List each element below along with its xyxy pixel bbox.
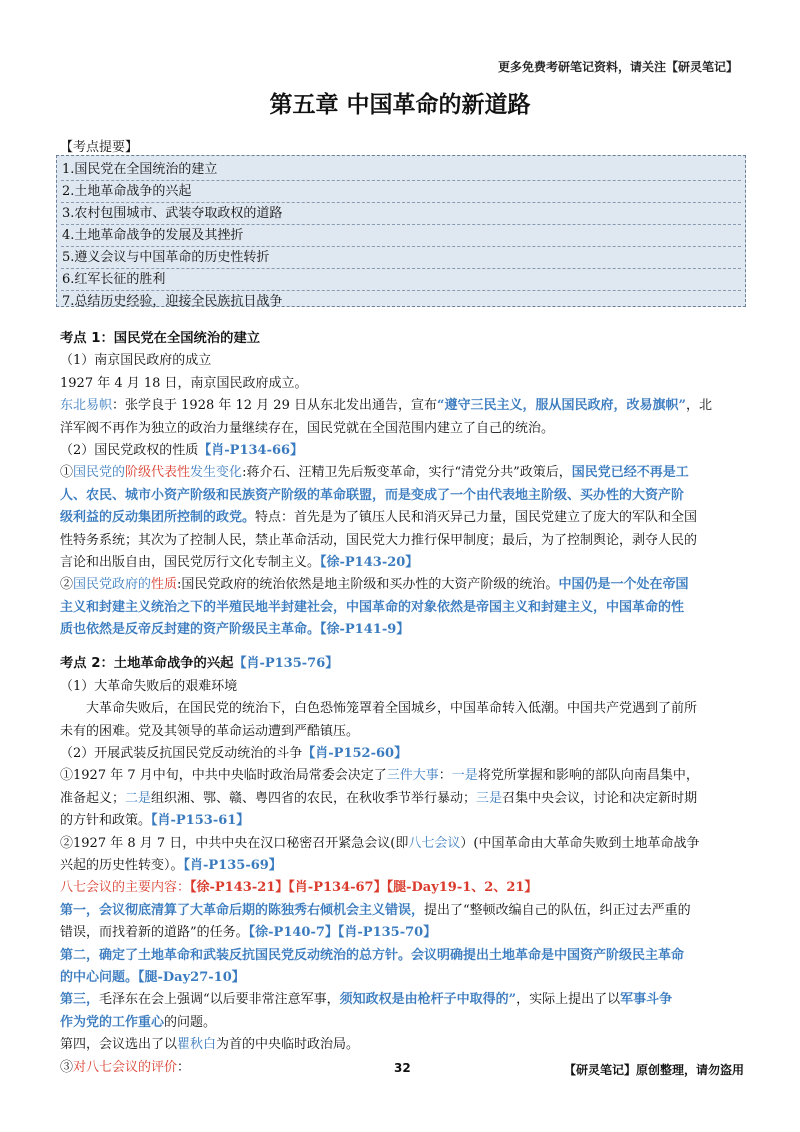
highlight: 第二，确定了土地革命和武装反抗国民党反动统治的总方针。会议明确提出土地革命是中国资产阶级民主革命 — [60, 947, 685, 963]
text: 特点：首先是为了镇压人民和消灭异己力量，国民党建立了庞大的军队和全国 — [255, 510, 698, 526]
key-term: 八七会议的主要内容： — [60, 880, 191, 896]
paragraph — [60, 765, 748, 787]
highlight: 人、农民、城市小资产阶级和民族资产阶级的革命联盟，而是变成了一个由代表地主阶级、买办性的大资产阶 — [60, 487, 685, 503]
highlight: 的中心问题。 — [60, 969, 139, 985]
text: ①1927 年 7 月中旬，中共中央临时政治局常委会决定了 — [60, 768, 387, 784]
text: 准备起义； — [60, 790, 126, 806]
text: 为首的中央临时政治局。 — [216, 1037, 360, 1053]
paragraph — [60, 855, 748, 877]
main-content — [60, 328, 748, 1079]
text: （2）国民党政权的性质 — [60, 442, 199, 458]
text: ，北 — [685, 398, 712, 414]
page-number: 32 — [394, 1061, 411, 1075]
text: 组织湘、鄂、赣、粤四省的农民，在秋收季节举行暴动； — [151, 790, 477, 806]
text: 毛泽东在会上强调“以后要非常注意军事， — [99, 992, 340, 1008]
summary-item: 2.土地革命战争的兴起 — [61, 181, 741, 203]
term-label: 国民党政府的 — [73, 577, 152, 593]
summary-box — [56, 155, 746, 307]
paragraph — [60, 507, 748, 529]
key-term: 阶级代表性 — [125, 465, 191, 481]
subsection-title — [60, 440, 748, 462]
summary-item: 5.遵义会议与中国革命的历史性转折 — [61, 247, 741, 269]
subsection-title: （1）南京国民政府的成立 — [60, 353, 212, 369]
subsection-title — [60, 743, 748, 765]
paragraph — [60, 574, 748, 596]
text: :国民党政府的统治依然是地主阶级和买办性的大资产阶级的统治。 — [177, 577, 559, 593]
term-label: 发生变化 — [190, 465, 243, 481]
quote-highlight: “遵守三民主义，服从国民政府，改易旗帜” — [436, 398, 686, 414]
paragraph — [60, 1012, 748, 1034]
reference-tag: 【徐-P141-9】 — [320, 622, 410, 638]
paragraph — [60, 833, 748, 855]
summary-item: 6.红军长征的胜利 — [61, 269, 741, 291]
reference-tag: 【徐-P143-21】【肖-P134-67】【腿-Day19-1、2、21】 — [190, 880, 538, 896]
paragraph — [60, 900, 748, 922]
highlight: 级利益的反动集团所控制的政党。 — [60, 510, 256, 526]
text: ②1927 年 8 月 7 日，中共中央在汉口秘密召开紧急会议(即 — [60, 835, 409, 851]
highlight: 中国仍是一个处在帝国 — [558, 577, 689, 593]
highlight: 主义和封建主义统治之下的半殖民地半封建社会，中国革命的对象依然是帝国主义和封建主义，中国革命的性 — [60, 599, 685, 615]
reference-tag: 【肖-P135-76】 — [233, 656, 339, 672]
highlight: 作为党的工作重心 — [60, 1014, 165, 1030]
term-label: 东北易帜 — [60, 398, 113, 414]
header-note: 更多免费考研笔记资料，请关注【研灵笔记】 — [497, 60, 738, 74]
key-term: 三件大事 — [386, 768, 439, 784]
key-term: 性质 — [151, 577, 178, 593]
text: :蒋介石、汪精卫先后叛变革命，实行“清党分共”政策后， — [242, 465, 572, 481]
subsection-title: （1）大革命失败后的艰难环境 — [60, 678, 238, 694]
chapter-title: 第五章 中国革命的新道路 — [269, 91, 531, 118]
text: ：张学良于 1928 年 12 月 29 日从东北发出通告，宣布 — [112, 398, 437, 414]
paragraph — [60, 989, 748, 1011]
text: ① — [60, 465, 74, 481]
highlight: 军事斗争 — [620, 992, 673, 1008]
summary-item: 7.总结历史经验，迎接全民族抗日战争 — [62, 294, 283, 309]
term-label: 国民党的 — [73, 465, 126, 481]
key-term: 对八七会议的评价 — [73, 1059, 178, 1075]
reference-tag: 【徐-P140-7】【肖-P135-70】 — [248, 925, 437, 941]
reference-tag: 【腿-Day27-10】 — [138, 969, 245, 985]
key-term: 瞿秋白 — [177, 1037, 217, 1053]
reference-tag: 【肖-P153-61】 — [151, 813, 250, 829]
reference-tag: 【肖-P135-69】 — [183, 857, 282, 873]
paragraph — [60, 395, 748, 417]
text: ③ — [60, 1059, 74, 1075]
paragraph — [60, 552, 748, 574]
paragraph — [60, 922, 748, 944]
text: ： — [177, 1059, 191, 1075]
highlight: 须知政权是由枪杆子中取得的” — [339, 992, 517, 1008]
paragraph: 未有的困难。党及其领导的革命运动遭到严酷镇压。 — [60, 723, 360, 739]
text: 错误，而找着新的道路”的任务。 — [60, 925, 249, 941]
text: （2）开展武装反抗国民党反动统治的斗争 — [60, 746, 303, 762]
text: 第四，会议选出了以 — [60, 1037, 178, 1053]
text: ，实际上提出了以 — [516, 992, 621, 1008]
summary-item: 4.土地革命战争的发展及其挫折 — [61, 225, 741, 247]
paragraph: 性特务系统；其次为了控制人民，禁止革命活动，国民党大力推行保甲制度；最后，为了控制舆论，剥夺人民的 — [60, 532, 698, 548]
text: 召集中央会议，讨论和决定新时期 — [502, 790, 698, 806]
key-term: 二是 — [125, 790, 152, 806]
section-heading-kp2 — [60, 653, 748, 675]
paragraph — [60, 619, 748, 641]
text: 的方针和政策。 — [60, 813, 152, 829]
summary-item: 1.国民党在全国统治的建立 — [61, 159, 741, 181]
paragraph — [60, 810, 748, 832]
reference-tag: 【肖-P134-66】 — [198, 442, 304, 458]
reference-tag: 【徐-P143-20】 — [320, 554, 419, 570]
text: ② — [60, 577, 74, 593]
highlight: 国民党已经不再是工 — [571, 465, 689, 481]
key-term: 三是 — [476, 790, 503, 806]
highlight: 质也依然是反帝反封建的资产阶级民主革命。 — [60, 622, 321, 638]
section-heading-kp1: 考点 1：国民党在全国统治的建立 — [60, 331, 261, 346]
paragraph: 1927 年 4 月 18 日，南京国民政府成立。 — [60, 375, 308, 391]
text: 言论和出版自由，国民党厉行文化专制主义。 — [60, 554, 321, 570]
text: 提出了“整顿改编自己的队伍，纠正过去严重的 — [424, 902, 691, 918]
summary-item: 3.农村包围城市、武装夺取政权的道路 — [61, 203, 741, 225]
paragraph — [60, 1034, 748, 1056]
text: ）(中国革命由大革命失败到土地革命战争 — [460, 835, 700, 851]
summary-heading: 【考点提要】 — [60, 140, 139, 155]
paragraph — [60, 877, 748, 899]
highlight: 第一，会议彻底清算了大革命后期的陈独秀右倾机会主义错误， — [60, 902, 425, 918]
paragraph — [60, 788, 748, 810]
text: 将党所掌握和影响的部队向南昌集中， — [477, 768, 699, 784]
text: 兴起的历史性转变）。 — [60, 857, 184, 873]
paragraph — [60, 967, 748, 989]
paragraph — [60, 462, 748, 484]
text: 的问题。 — [164, 1014, 217, 1030]
text: ： — [438, 768, 452, 784]
highlight: 第三， — [60, 992, 100, 1008]
paragraph: 大革命失败后，在国民党的统治下，白色恐怖笼罩着全国城乡，中国革命转入低潮。中国共产党遇到了前所 — [86, 701, 698, 717]
paragraph: 洋军阀不再作为独立的政治力量继续存在，国民党就在全国范围内建立了自己的统治。 — [60, 420, 555, 436]
text: 考点 2：土地革命战争的兴起 — [60, 656, 234, 672]
footer-note: 【研灵笔记】原创整理，请勿盗用 — [563, 1063, 744, 1077]
reference-tag: 【肖-P152-60】 — [302, 746, 408, 762]
key-term: 八七会议 — [408, 835, 461, 851]
key-term: 一是 — [451, 768, 478, 784]
